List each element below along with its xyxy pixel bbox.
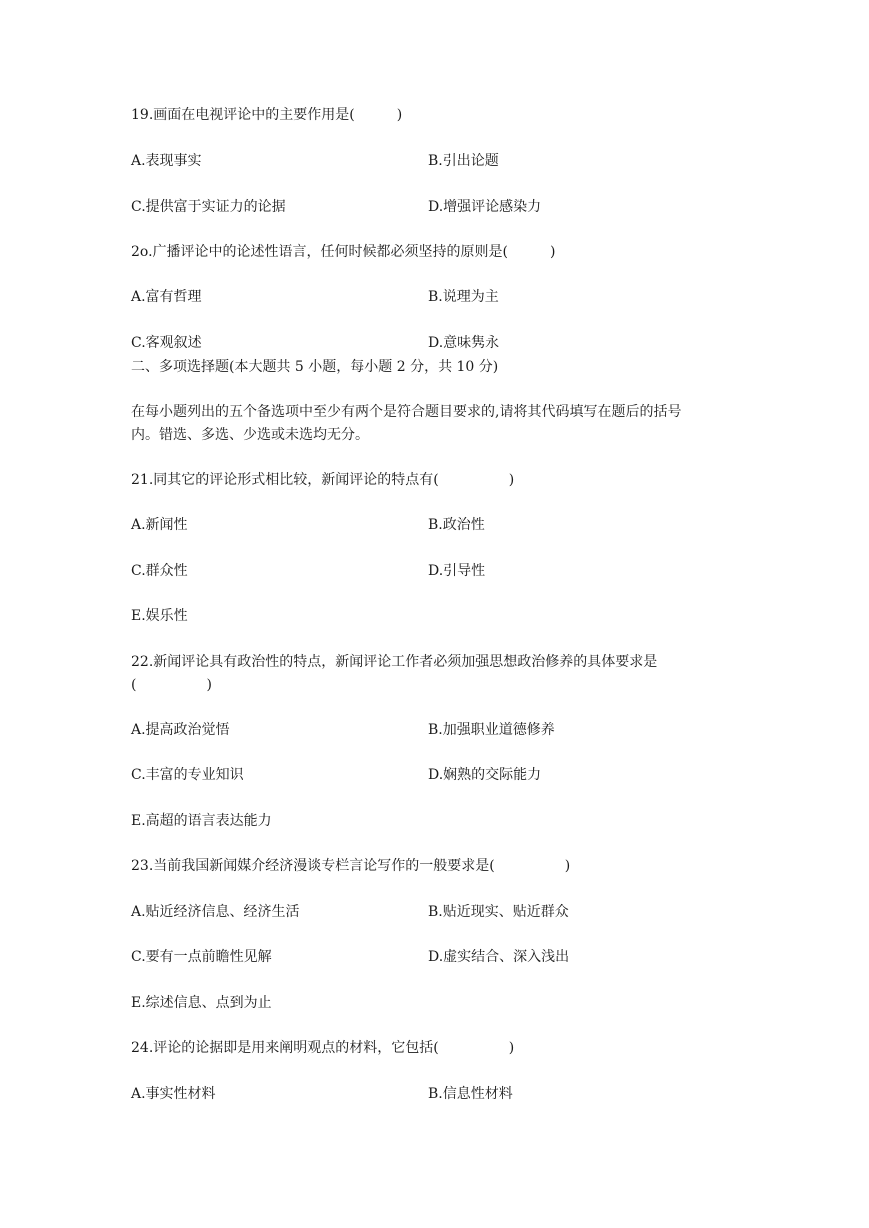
q20-stem: 2o.广播评论中的论述性语言，任何时候都必须坚持的原则是( ): [131, 244, 556, 260]
q19-option-c: C.提供富于实证力的论据: [131, 199, 286, 215]
q20-option-c: C.客观叙述: [131, 335, 202, 351]
q20-option-a: A.富有哲理: [131, 289, 202, 305]
q19-option-b: B.引出论题: [428, 153, 499, 169]
section2-title: 二、多项选择题(本大题共 5 小题，每小题 2 分，共 10 分): [131, 359, 499, 375]
q23-option-b: B.贴近现实、贴近群众: [428, 904, 569, 920]
q21-option-c: C.群众性: [131, 563, 188, 579]
section2-instruction-line2: 内。错选、多选、少选或未选均无分。: [131, 427, 369, 443]
q21-option-d: D.引导性: [428, 563, 486, 579]
q22-stem-line1: 22.新闻评论具有政治性的特点，新闻评论工作者必须加强思想政治修养的具体要求是: [131, 654, 658, 670]
q23-stem: 23.当前我国新闻媒介经济漫谈专栏言论写作的一般要求是( ): [131, 858, 571, 874]
q19-option-d: D.增强评论感染力: [428, 199, 542, 215]
q22-option-a: A.提高政治觉悟: [131, 722, 230, 738]
q22-option-d: D.娴熟的交际能力: [428, 767, 542, 783]
q23-option-e: E.综述信息、点到为止: [131, 995, 272, 1011]
q23-option-d: D.虚实结合、深入浅出: [428, 949, 570, 965]
q19-stem: 19.画面在电视评论中的主要作用是( ): [131, 107, 403, 123]
q22-option-b: B.加强职业道德修养: [428, 722, 555, 738]
q20-option-b: B.说理为主: [428, 289, 499, 305]
q24-option-a: A.事实性材料: [131, 1086, 216, 1102]
q21-option-e: E.娱乐性: [131, 608, 188, 624]
q22-stem-line2: ( ): [131, 677, 212, 693]
q21-option-a: A.新闻性: [131, 517, 188, 533]
q20-option-d: D.意味隽永: [428, 335, 500, 351]
q23-option-c: C.要有一点前瞻性见解: [131, 949, 272, 965]
q24-stem: 24.评论的论据即是用来阐明观点的材料，它包括( ): [131, 1040, 515, 1056]
q22-option-e: E.高超的语言表达能力: [131, 813, 272, 829]
q19-option-a: A.表现事实: [131, 153, 202, 169]
q21-option-b: B.政治性: [428, 517, 485, 533]
section2-instruction-line1: 在每小题列出的五个备选项中至少有两个是符合题目要求的,请将其代码填写在题后的括号: [131, 404, 682, 420]
q21-stem: 21.同其它的评论形式相比较，新闻评论的特点有( ): [131, 472, 515, 488]
q22-option-c: C.丰富的专业知识: [131, 767, 244, 783]
q24-option-b: B.信息性材料: [428, 1086, 513, 1102]
q23-option-a: A.贴近经济信息、经济生活: [131, 904, 300, 920]
